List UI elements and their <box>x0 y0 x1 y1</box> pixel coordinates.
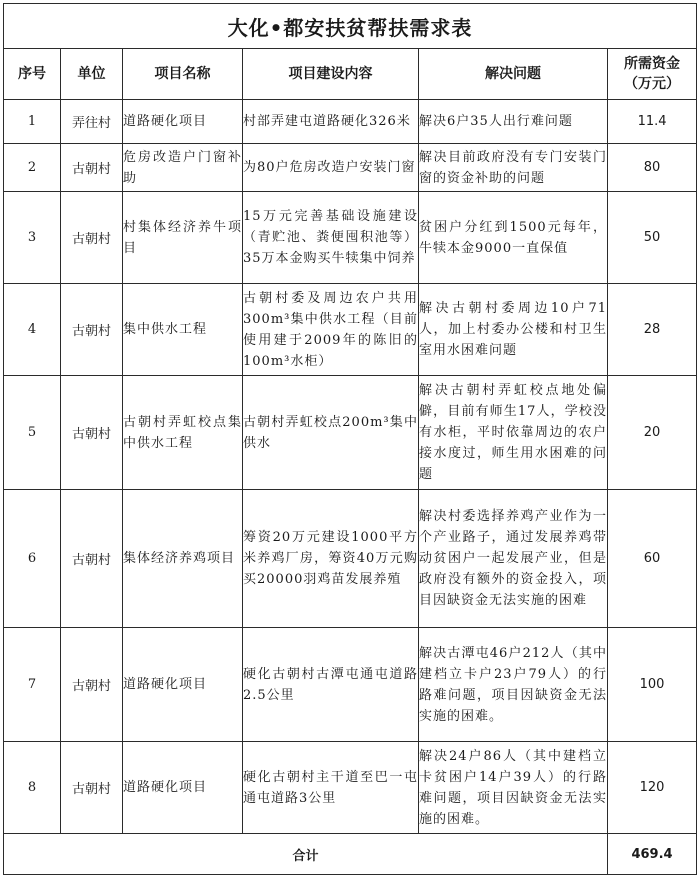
cell-unit: 古朝村 <box>61 376 123 490</box>
cell-no: 4 <box>4 284 61 376</box>
cell-name: 道路硬化项目 <box>123 628 243 742</box>
header-no: 序号 <box>4 49 61 100</box>
table-row <box>4 628 697 742</box>
cell-content: 古朝村弄虹校点200m³集中供水 <box>243 376 419 490</box>
cell-problem: 解决古朝村委周边10户71人，加上村委办公楼和村卫生室用水困难问题 <box>419 284 608 376</box>
cell-amount: 120 <box>608 742 697 834</box>
cell-no: 2 <box>4 144 61 192</box>
header-unit: 单位 <box>61 49 123 100</box>
cell-content: 硬化古朝村古潭屯通屯道路2.5公里 <box>243 628 419 742</box>
total-row <box>4 834 697 875</box>
needs-table-document <box>3 3 696 873</box>
cell-amount: 60 <box>608 490 697 628</box>
cell-content: 古朝村委及周边农户共用300m³集中供水工程（目前使用建于2009年的陈旧的100m³水柜） <box>243 284 419 376</box>
cell-name: 集体经济养鸡项目 <box>123 490 243 628</box>
cell-no: 1 <box>4 100 61 144</box>
cell-content: 村部弄建屯道路硬化326米 <box>243 100 419 144</box>
cell-unit: 弄往村 <box>61 100 123 144</box>
cell-name: 道路硬化项目 <box>123 100 243 144</box>
cell-content: 为80户危房改造户安装门窗 <box>243 144 419 192</box>
cell-no: 3 <box>4 192 61 284</box>
cell-problem: 解决古朝村弄虹校点地处偏僻，目前有师生17人，学校没有水柜，平时依靠周边的农户接水度过，师生用水困难的问题 <box>419 376 608 490</box>
table-row <box>4 100 697 144</box>
cell-name: 道路硬化项目 <box>123 742 243 834</box>
cell-unit: 古朝村 <box>61 742 123 834</box>
cell-problem: 解决24户86人（其中建档立卡贫困户14户39人）的行路难问题，项目因缺资金无法实施的困难。 <box>419 742 608 834</box>
cell-amount: 50 <box>608 192 697 284</box>
table-row <box>4 742 697 834</box>
table-row <box>4 284 697 376</box>
cell-no: 5 <box>4 376 61 490</box>
total-label: 合计 <box>4 834 608 875</box>
table-title: 大化•都安扶贫帮扶需求表 <box>4 4 697 49</box>
table-row <box>4 192 697 284</box>
table-row <box>4 376 697 490</box>
cell-unit: 古朝村 <box>61 628 123 742</box>
cell-amount: 20 <box>608 376 697 490</box>
table-row <box>4 490 697 628</box>
cell-unit: 古朝村 <box>61 284 123 376</box>
cell-amount: 80 <box>608 144 697 192</box>
header-amount: 所需资金（万元） <box>608 49 697 100</box>
needs-table <box>3 3 697 875</box>
cell-name: 古朝村弄虹校点集中供水工程 <box>123 376 243 490</box>
cell-name: 集中供水工程 <box>123 284 243 376</box>
cell-content: 15万元完善基础设施建设（青贮池、粪便囤积池等）35万本金购买牛犊集中饲养 <box>243 192 419 284</box>
total-amount: 469.4 <box>608 834 697 875</box>
cell-problem: 解决目前政府没有专门安装门窗的资金补助的问题 <box>419 144 608 192</box>
cell-unit: 古朝村 <box>61 192 123 284</box>
cell-name: 危房改造户门窗补助 <box>123 144 243 192</box>
header-content: 项目建设内容 <box>243 49 419 100</box>
cell-unit: 古朝村 <box>61 490 123 628</box>
cell-content: 筹资20万元建设1000平方米养鸡厂房，筹资40万元购买20000羽鸡苗发展养殖 <box>243 490 419 628</box>
cell-problem: 贫困户分红到1500元每年，牛犊本金9000一直保值 <box>419 192 608 284</box>
cell-problem: 解决6户35人出行难问题 <box>419 100 608 144</box>
cell-problem: 解决古潭屯46户212人（其中建档立卡户23户79人）的行路难问题，项目因缺资金无法实施的困难。 <box>419 628 608 742</box>
cell-name: 村集体经济养牛项目 <box>123 192 243 284</box>
table-body <box>4 100 697 875</box>
table-row <box>4 144 697 192</box>
cell-amount: 100 <box>608 628 697 742</box>
cell-amount: 28 <box>608 284 697 376</box>
cell-no: 6 <box>4 490 61 628</box>
cell-content: 硬化古朝村主干道至巴一屯通屯道路3公里 <box>243 742 419 834</box>
cell-amount: 11.4 <box>608 100 697 144</box>
cell-problem: 解决村委选择养鸡产业作为一个产业路子，通过发展养鸡带动贫困户一起发展产业，但是政府没有额外的资金投入，项目因缺资金无法实施的困难 <box>419 490 608 628</box>
cell-no: 7 <box>4 628 61 742</box>
cell-unit: 古朝村 <box>61 144 123 192</box>
cell-no: 8 <box>4 742 61 834</box>
header-row <box>4 49 697 100</box>
header-name: 项目名称 <box>123 49 243 100</box>
header-problem: 解决问题 <box>419 49 608 100</box>
